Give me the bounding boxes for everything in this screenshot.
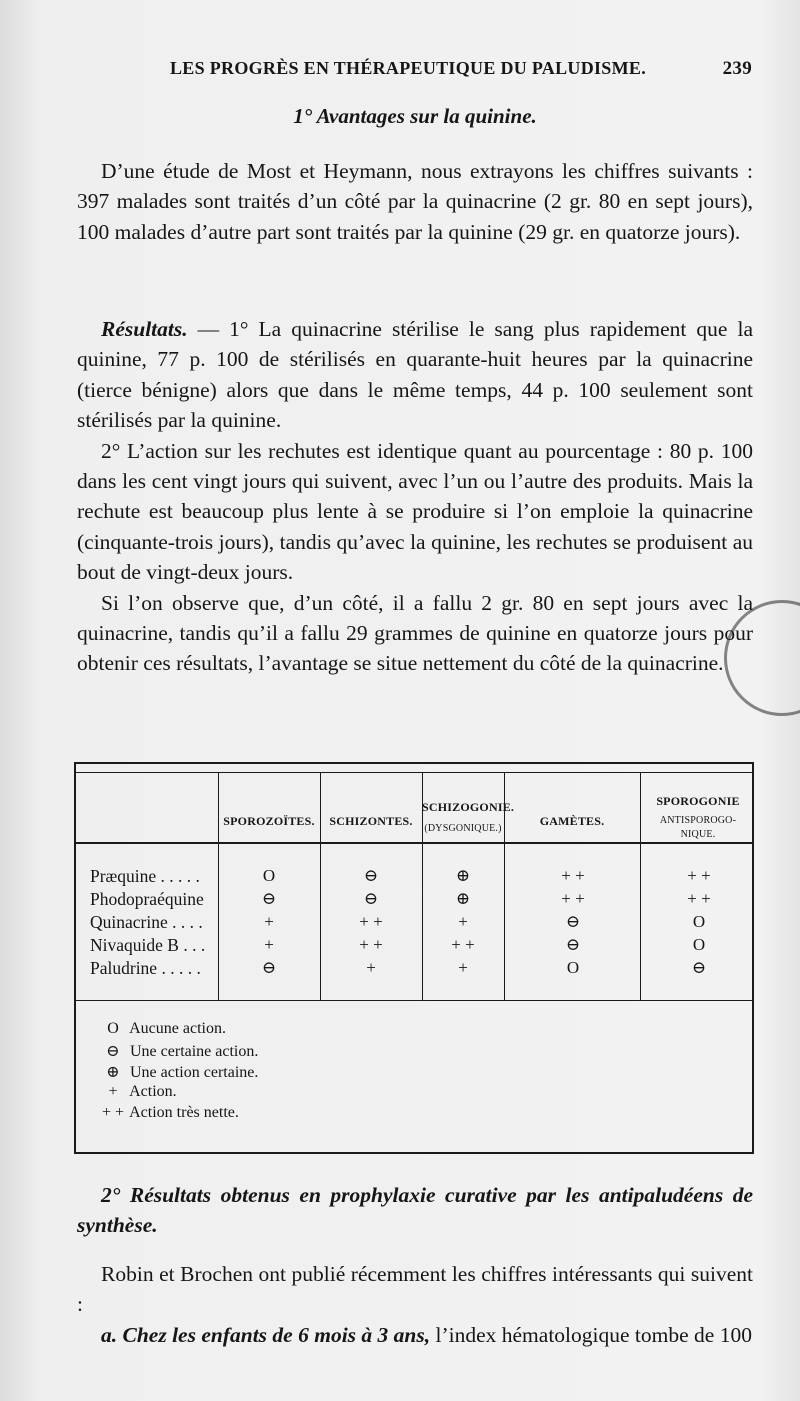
legend-text: Une certaine action. bbox=[130, 1043, 259, 1060]
header-schizogonie: SCHIZOGONIE. bbox=[422, 800, 515, 814]
section-heading-1: 1° Avantages sur la quinine. bbox=[293, 104, 537, 128]
legend-text: Une action certaine. bbox=[130, 1064, 259, 1081]
table-cell: + + bbox=[451, 935, 475, 954]
table-cell: + + bbox=[687, 866, 711, 885]
text-block-2 bbox=[77, 314, 753, 679]
legend-text: Action. bbox=[129, 1083, 177, 1100]
paragraph-resultats bbox=[77, 314, 753, 436]
paragraph-enfants bbox=[77, 1320, 753, 1350]
paragraph-observation: Si l’on observe que, d’un côté, il a fallu 2 gr. 80 en sept jours avec la quinacrine, tandis qu’il a fallu 29 grammes de quinine en quatorze jours pour obtenir ces résultats, l’avantage se situe nettement du côté de la quinacrine. bbox=[77, 590, 753, 676]
section-heading-2: 2° Résultats obtenus en prophylaxie curative par les antipaludéens de synthèse. bbox=[77, 1183, 753, 1238]
enfants-text: l’index hématologique tombe de 100 bbox=[430, 1322, 752, 1347]
row-label: Paludrine . . . . . bbox=[90, 958, 201, 978]
header-gametes: GAMÈTES. bbox=[539, 814, 605, 828]
table-cell: ⊖ bbox=[691, 958, 707, 977]
table-cell: + + bbox=[359, 935, 383, 954]
table-cell: O bbox=[566, 958, 580, 977]
table-cell: ⊖ bbox=[565, 912, 581, 931]
running-header bbox=[170, 58, 752, 80]
running-title: LES PROGRÈS EN THÉRAPEUTIQUE DU PALUDISME. bbox=[170, 58, 647, 78]
legend-item bbox=[100, 1062, 258, 1082]
table-cell: + + bbox=[561, 866, 585, 885]
table-cell: ⊕ bbox=[455, 889, 471, 908]
legend-text: Aucune action. bbox=[129, 1020, 226, 1037]
table-cell: ⊖ bbox=[565, 935, 581, 954]
table-top-rule bbox=[76, 772, 752, 773]
paragraph-rechutes: 2° L’action sur les rechutes est identique quant au pourcentage : 80 p. 100 dans les cent vingt jours qui suivent, avec l’un ou l’autre des produits. Mais la rechute est beaucoup plus lente à se produire si l’on emploie la quinacrine (cinquante-trois jours), tandis qu’avec la quinine, les rechutes se produisent au bout de vingt-deux jours. bbox=[77, 438, 753, 585]
table-cell: O bbox=[692, 912, 706, 931]
paragraph-robin-brochen: Robin et Brochen ont publié récemment les chiffres intéressants qui suivent : bbox=[77, 1261, 753, 1317]
table-cell: + + bbox=[561, 889, 585, 908]
table-header-rule bbox=[76, 842, 752, 844]
text-block-1 bbox=[77, 156, 753, 247]
table-body-rule bbox=[76, 1000, 752, 1001]
row-label: Phodopraéquine bbox=[90, 889, 204, 909]
legend-symbol: + bbox=[108, 1083, 118, 1100]
table-cell: O bbox=[692, 935, 706, 954]
table-cell: + + bbox=[359, 912, 383, 931]
legend-symbol: ⊕ bbox=[106, 1064, 120, 1081]
action-table bbox=[74, 762, 754, 1154]
legend-symbol: ⊖ bbox=[106, 1043, 120, 1060]
column-divider bbox=[320, 772, 321, 1000]
legend-symbol: O bbox=[107, 1020, 119, 1037]
table-cell: ⊖ bbox=[363, 866, 379, 885]
resultats-label: Résultats. bbox=[101, 317, 188, 341]
row-label: Quinacrine . . . . bbox=[90, 912, 203, 932]
header-sporozoites: SPOROZOÏTES. bbox=[223, 814, 315, 828]
table-cell: + bbox=[366, 958, 376, 977]
header-sporogonie: SPOROGONIE bbox=[656, 794, 740, 808]
table-cell: + bbox=[264, 912, 274, 931]
legend-item bbox=[100, 1020, 226, 1038]
text-block-3 bbox=[77, 1180, 753, 1350]
header-dysgonique: (DYSGONIQUE.) bbox=[424, 823, 502, 834]
row-label: Præquine . . . . . bbox=[90, 866, 200, 886]
table-cell: + bbox=[458, 958, 468, 977]
table-cell: + bbox=[264, 935, 274, 954]
legend-item bbox=[100, 1104, 239, 1122]
table-cell: ⊖ bbox=[261, 889, 277, 908]
table-cell: ⊖ bbox=[261, 958, 277, 977]
page-number: 239 bbox=[722, 58, 752, 79]
table-cell: O bbox=[262, 866, 276, 885]
paragraph-most-heymann: D’une étude de Most et Heymann, nous extrayons les chiffres suivants : 397 malades sont traités d’un côté par la quinacrine (2 gr. 80 en sept jours), 100 malades d’autre part sont traités par la quinine (29 gr. en quatorze jours). bbox=[77, 159, 753, 244]
table-cell: ⊖ bbox=[363, 889, 379, 908]
table-cell: + bbox=[458, 912, 468, 931]
enfants-label: a. Chez les enfants de 6 mois à 3 ans, bbox=[101, 1322, 431, 1347]
legend-text: Action très nette. bbox=[129, 1104, 239, 1121]
header-nique: NIQUE. bbox=[680, 829, 716, 840]
resultats-text: — 1° La quinacrine stérilise le sang plus rapidement que la quinine, 77 p. 100 de stérilisés en quarante-huit heures par la quinacrine (tierce bénigne) alors que dans le même temps, 44 p. 100 seulement sont stérilisés par la quinine. bbox=[77, 317, 753, 433]
column-divider bbox=[218, 772, 219, 1000]
header-schizontes: SCHIZONTES. bbox=[329, 814, 413, 828]
legend-symbol: + + bbox=[101, 1104, 125, 1121]
legend-item bbox=[100, 1041, 258, 1061]
table-cell: + + bbox=[687, 889, 711, 908]
row-label: Nivaquide B . . . bbox=[90, 935, 206, 955]
legend-item bbox=[100, 1083, 177, 1101]
header-antisporogo: ANTISPOROGO- bbox=[659, 815, 737, 826]
table-cell: ⊕ bbox=[455, 866, 471, 885]
